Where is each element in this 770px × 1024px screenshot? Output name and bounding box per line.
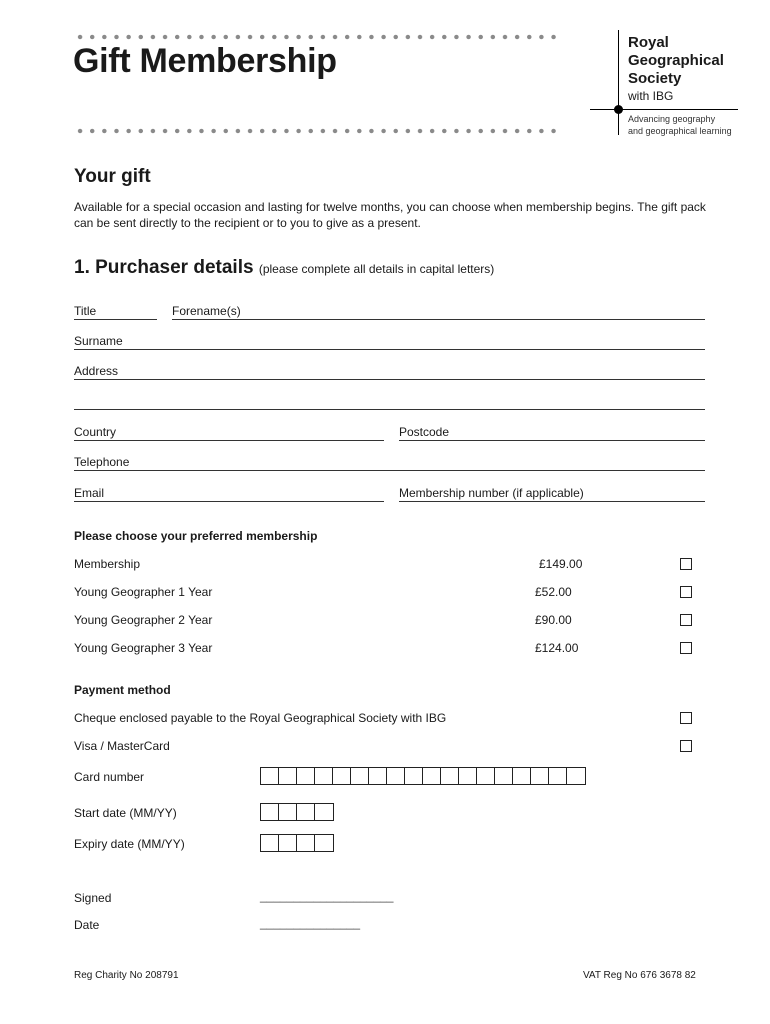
start-date-input[interactable] xyxy=(260,803,334,821)
forename-field[interactable]: Forename(s) xyxy=(172,302,705,320)
gift-description: Available for a special occasion and lasting for twelve months, you can choose when membership begins. The gift pack can be sent directly to the recipient or to you to give as a present. xyxy=(74,200,706,230)
title-field[interactable]: Title xyxy=(74,302,157,320)
address-line-2-field[interactable] xyxy=(74,392,705,410)
card-number-label: Card number xyxy=(74,770,145,784)
membership-number-field[interactable]: Membership number (if applicable) xyxy=(399,484,705,502)
cheque-label: Cheque enclosed payable to the Royal Geographical Society with IBG xyxy=(74,711,447,725)
logo-tagline: Advancing geography and geographical learning xyxy=(628,114,732,136)
charity-number: Reg Charity No 208791 xyxy=(74,970,179,981)
young-geographer-1-year-checkbox[interactable] xyxy=(680,586,692,598)
logo-horizontal-line xyxy=(590,109,738,110)
membership-heading: Please choose your preferred membership xyxy=(74,529,318,543)
membership-option-price: £149.00 xyxy=(539,557,583,571)
membership-option-label: Young Geographer 2 Year xyxy=(74,613,213,627)
logo-with-ibg: with IBG xyxy=(628,89,674,103)
email-field[interactable]: Email xyxy=(74,484,384,502)
dotted-rule-bottom xyxy=(74,128,560,134)
expiry-date-label: Expiry date (MM/YY) xyxy=(74,837,185,851)
rgs-logo xyxy=(590,30,750,140)
payment-heading: Payment method xyxy=(74,683,171,697)
country-field[interactable]: Country xyxy=(74,423,384,441)
telephone-field[interactable]: Telephone xyxy=(74,453,705,471)
membership-checkbox[interactable] xyxy=(680,558,692,570)
membership-option-label: Young Geographer 1 Year xyxy=(74,585,213,599)
gift-heading: Your gift xyxy=(74,166,151,187)
page-title: Gift Membership xyxy=(73,42,337,80)
postcode-field[interactable]: Postcode xyxy=(399,423,705,441)
membership-option-label: Young Geographer 3 Year xyxy=(74,641,213,655)
cheque-checkbox[interactable] xyxy=(680,712,692,724)
card-label: Visa / MasterCard xyxy=(74,739,170,753)
young-geographer-2-year-checkbox[interactable] xyxy=(680,614,692,626)
logo-name: Royal Geographical Society xyxy=(628,34,724,87)
card-number-input[interactable] xyxy=(260,767,586,785)
purchaser-note: (please complete all details in capital letters) xyxy=(258,262,495,276)
purchaser-heading: 1. Purchaser details (please complete all details in capital letters) xyxy=(74,257,495,278)
start-date-label: Start date (MM/YY) xyxy=(74,806,177,820)
signature-line[interactable]: ____________________ xyxy=(260,889,394,903)
young-geographer-3-year-checkbox[interactable] xyxy=(680,642,692,654)
membership-option-price: £52.00 xyxy=(535,585,572,599)
membership-option-label: Membership xyxy=(74,557,141,571)
expiry-date-input[interactable] xyxy=(260,834,334,852)
date-label: Date xyxy=(74,918,100,932)
card-checkbox[interactable] xyxy=(680,740,692,752)
membership-option-price: £90.00 xyxy=(535,613,572,627)
signed-label: Signed xyxy=(74,891,112,905)
vat-number: VAT Reg No 676 3678 82 xyxy=(583,970,696,981)
dotted-rule-top xyxy=(74,34,560,40)
surname-field[interactable]: Surname xyxy=(74,332,705,350)
logo-vertical-line xyxy=(618,30,619,135)
membership-option-price: £124.00 xyxy=(535,641,579,655)
logo-node-icon xyxy=(614,105,623,114)
date-line[interactable]: _______________ xyxy=(260,916,361,930)
address-field[interactable]: Address xyxy=(74,362,705,380)
